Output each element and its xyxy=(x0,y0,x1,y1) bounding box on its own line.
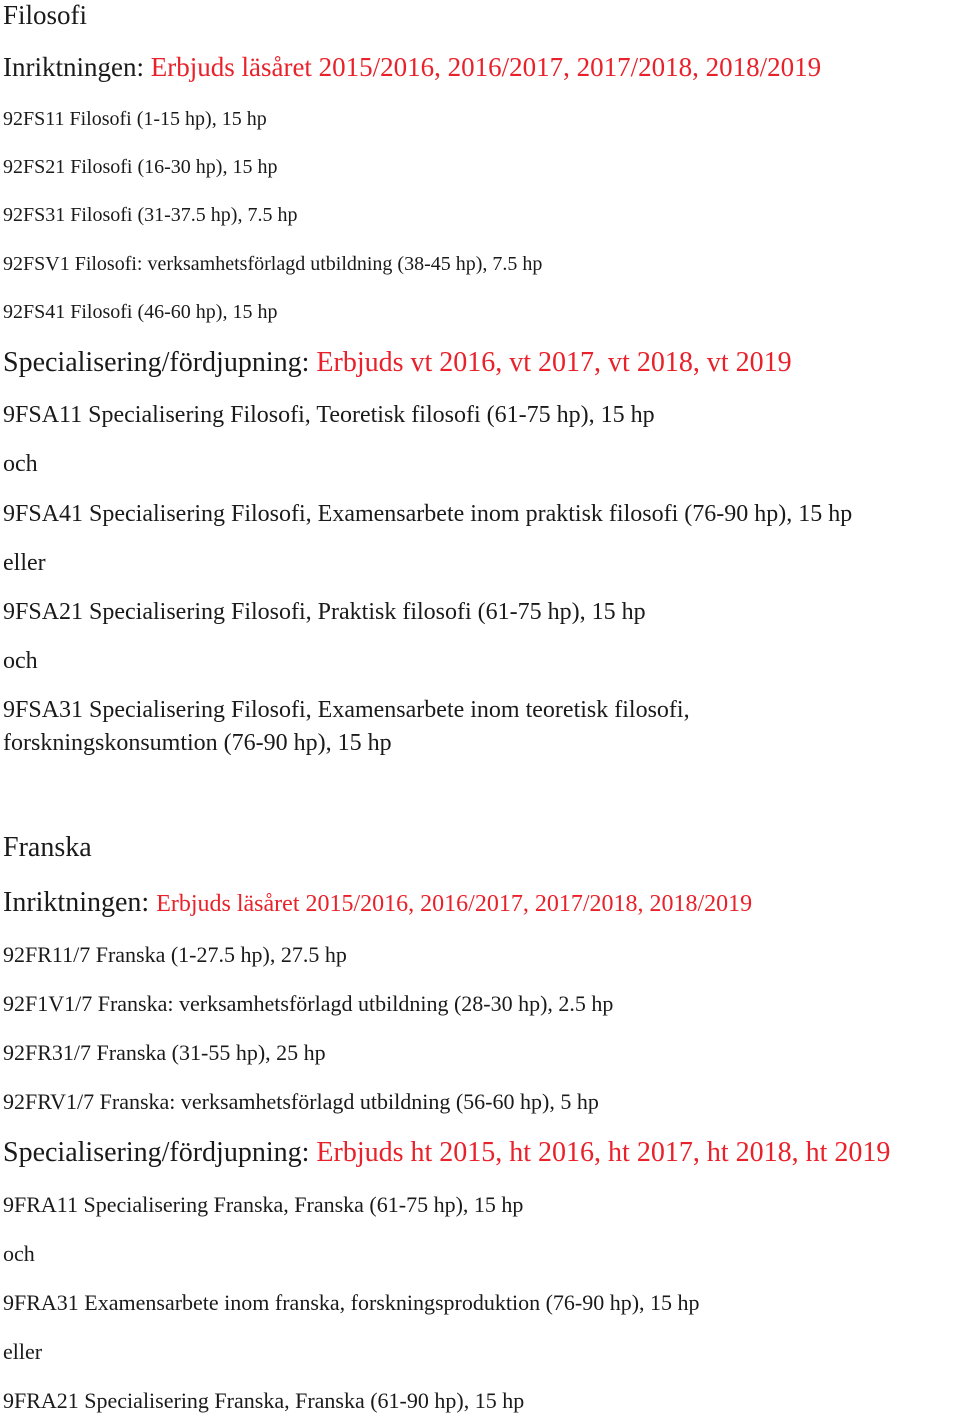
specialisering-offered: Erbjuds vt 2016, vt 2017, vt 2018, vt 2019 xyxy=(316,347,792,378)
connector-word: och xyxy=(3,1241,35,1266)
specialisering-heading-franska xyxy=(3,1139,890,1167)
inriktning-label: Inriktningen: xyxy=(3,887,150,918)
course-line: 92FR11/7 Franska (1-27.5 hp), 27.5 hp xyxy=(3,942,347,967)
inriktning-offered: Erbjuds läsåret 2015/2016, 2016/2017, 2017/2018, 2018/2019 xyxy=(150,52,822,82)
course-line: 92F1V1/7 Franska: verksamhetsförlagd utbildning (28-30 hp), 2.5 hp xyxy=(3,991,614,1016)
specialisering-line: forskningskonsumtion (76-90 hp), 15 hp xyxy=(3,730,392,756)
specialisering-offered: Erbjuds ht 2015, ht 2016, ht 2017, ht 2018, ht 2019 xyxy=(316,1137,891,1168)
course-line: 92FS31 Filosofi (31-37.5 hp), 7.5 hp xyxy=(3,204,298,226)
specialisering-line: 9FSA41 Specialisering Filosofi, Examensarbete inom praktisk filosofi (76-90 hp), 15 hp xyxy=(3,501,853,527)
section-title-filosofi: Filosofi xyxy=(3,0,88,30)
specialisering-line: 9FRA31 Examensarbete inom franska, forskningsproduktion (76-90 hp), 15 hp xyxy=(3,1290,700,1315)
course-line: 92FS21 Filosofi (16-30 hp), 15 hp xyxy=(3,156,278,178)
inriktning-heading-filosofi xyxy=(3,54,821,81)
inriktning-heading-franska xyxy=(3,889,752,917)
connector-word: och xyxy=(3,648,38,674)
course-line: 92FRV1/7 Franska: verksamhetsförlagd utbildning (56-60 hp), 5 hp xyxy=(3,1089,599,1114)
connector-word: eller xyxy=(3,1339,43,1364)
specialisering-label: Specialisering/fördjupning: xyxy=(3,1137,310,1168)
connector-word: eller xyxy=(3,550,46,576)
specialisering-label: Specialisering/fördjupning: xyxy=(3,347,310,378)
specialisering-heading-filosofi xyxy=(3,349,792,377)
connector-word: och xyxy=(3,451,38,477)
specialisering-line: 9FRA21 Specialisering Franska, Franska (61-90 hp), 15 hp xyxy=(3,1388,525,1413)
inriktning-offered: Erbjuds läsåret 2015/2016, 2016/2017, 2017/2018, 2018/2019 xyxy=(156,891,753,917)
section-title-franska: Franska xyxy=(3,832,92,863)
course-line: 92FR31/7 Franska (31-55 hp), 25 hp xyxy=(3,1040,326,1065)
specialisering-line: 9FSA31 Specialisering Filosofi, Examensarbete inom teoretisk filosofi, xyxy=(3,697,690,723)
course-line: 92FS41 Filosofi (46-60 hp), 15 hp xyxy=(3,301,278,323)
inriktning-label: Inriktningen: xyxy=(3,52,144,82)
specialisering-line: 9FSA21 Specialisering Filosofi, Praktisk filosofi (61-75 hp), 15 hp xyxy=(3,599,646,625)
specialisering-line: 9FSA11 Specialisering Filosofi, Teoretisk filosofi (61-75 hp), 15 hp xyxy=(3,402,655,428)
course-line: 92FSV1 Filosofi: verksamhetsförlagd utbildning (38-45 hp), 7.5 hp xyxy=(3,253,543,275)
specialisering-line: 9FRA11 Specialisering Franska, Franska (61-75 hp), 15 hp xyxy=(3,1192,524,1217)
course-line: 92FS11 Filosofi (1-15 hp), 15 hp xyxy=(3,108,267,130)
